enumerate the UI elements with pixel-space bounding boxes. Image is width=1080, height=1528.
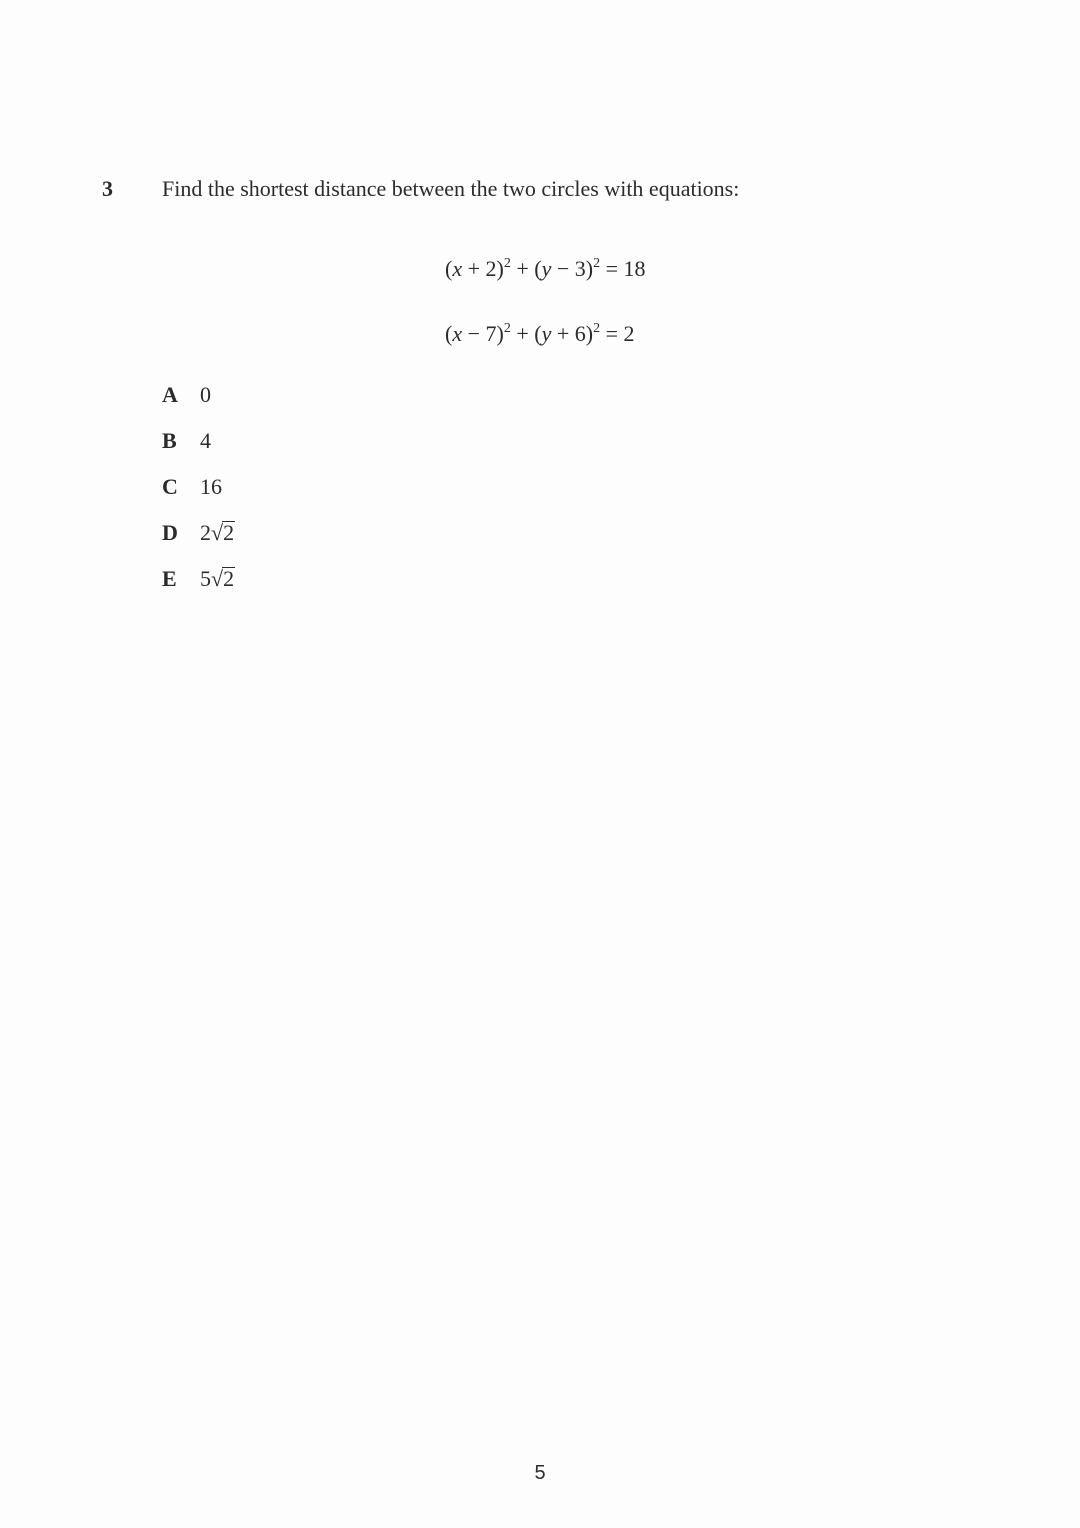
- equation-exponent: 2: [503, 321, 511, 336]
- equation-text: + (: [510, 256, 542, 281]
- option-coefficient: 5: [200, 566, 211, 591]
- equation-variable-y: y: [541, 321, 552, 346]
- square-root: [211, 519, 235, 547]
- equation-exponent: 2: [593, 321, 601, 336]
- equation-text: + 2): [462, 256, 504, 281]
- option-coefficient: 2: [200, 520, 211, 545]
- option-value: [200, 565, 235, 593]
- equation-text: − 7): [462, 321, 504, 346]
- equation-text: − 3): [551, 256, 594, 281]
- equation-variable-x: x: [452, 321, 463, 346]
- equation-exponent: 2: [503, 256, 511, 271]
- equation-exponent: 2: [593, 256, 601, 271]
- circle-equation-2: [445, 320, 634, 348]
- option-value: [200, 519, 235, 547]
- radicand: 2: [223, 566, 235, 591]
- option-letter: E: [162, 566, 177, 591]
- option-letter: B: [162, 428, 177, 453]
- equation-text: + (: [510, 321, 542, 346]
- radical-sign-icon: √: [211, 566, 224, 591]
- equation-text: (: [445, 256, 453, 281]
- page-number: 5: [534, 1462, 546, 1484]
- question-stem: Find the shortest distance between the two circles with equations:: [162, 176, 740, 201]
- circle-equation-1: [445, 255, 645, 283]
- option-value: 4: [200, 428, 211, 453]
- option-value: 16: [200, 474, 222, 499]
- equation-variable-y: y: [541, 256, 552, 281]
- option-letter: A: [162, 382, 178, 407]
- radical-sign-icon: √: [211, 520, 224, 545]
- equation-rhs: = 18: [600, 256, 646, 281]
- equation-variable-x: x: [452, 256, 463, 281]
- option-value: 0: [200, 382, 211, 407]
- question-number: 3: [102, 176, 113, 201]
- option-letter: C: [162, 474, 178, 499]
- equation-rhs: = 2: [600, 321, 635, 346]
- option-letter: D: [162, 520, 178, 545]
- square-root: [211, 565, 235, 593]
- equation-text: (: [445, 321, 453, 346]
- equation-text: + 6): [551, 321, 594, 346]
- radicand: 2: [223, 520, 235, 545]
